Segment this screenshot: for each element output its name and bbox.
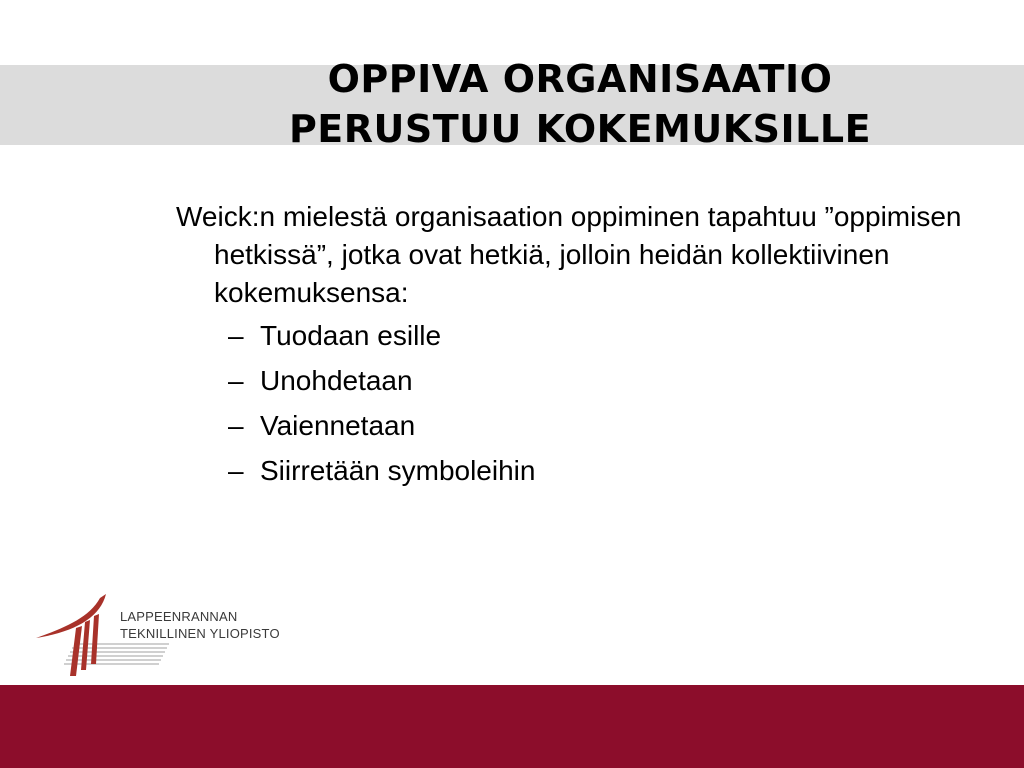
bullet-item [176,452,976,497]
bullet-text: Vaiennetaan [260,410,416,441]
slide-title [200,54,960,154]
bullet-dash: – [228,320,244,351]
title-line-1: OPPIVA ORGANISAATIO [327,57,833,101]
university-name-line-1: LAPPEENRANNAN [120,609,238,624]
bullet-dash: – [228,455,244,486]
university-name-line-2: TEKNILLINEN YLIOPISTO [120,626,280,641]
bullet-text: Siirretään symboleihin [260,455,536,486]
bullet-item [176,362,976,407]
bullet-dash: – [228,365,244,396]
bullet-dash: – [228,410,244,441]
intro-paragraph: Weick:n mielestä organisaation oppiminen tapahtuu ”oppimisen hetkissä”, jotka ovat hetkiä, jolloin heidän kollektiivinen kokemuksensa: [176,201,962,308]
university-name [120,608,280,642]
bullet-list [176,317,976,497]
bullet-text: Unohdetaan [260,365,413,396]
bullet-item [176,317,976,362]
bullet-item [176,407,976,452]
slide-body [176,198,976,497]
title-line-2: PERUSTUU KOKEMUKSILLE [288,107,872,151]
footer-band [0,685,1024,768]
bullet-text: Tuodaan esille [260,320,442,351]
